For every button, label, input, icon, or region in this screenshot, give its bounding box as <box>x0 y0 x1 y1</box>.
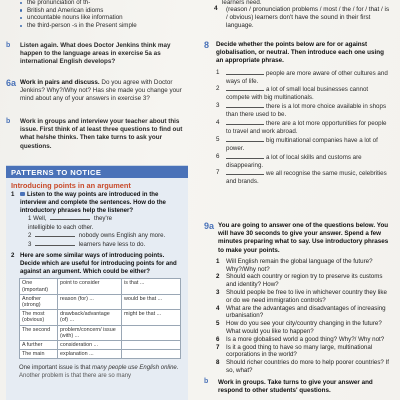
answer-blank[interactable] <box>226 85 264 91</box>
list-item: 4 there are a lot more opportunities for people to travel and work abroad. <box>216 119 387 135</box>
exercise-label: 6a <box>6 78 17 88</box>
list-item: uncountable nouns like information <box>20 14 137 22</box>
list-item: 5 big multinational companies have a lot of power. <box>216 135 378 152</box>
right-column <box>200 0 396 400</box>
list-item: British and American idioms <box>20 7 137 15</box>
list-item: 5 How do you see your city/country changing in the future? What would you like to happen? <box>216 320 382 335</box>
table-row: One (important) point to consider is that ... <box>20 279 181 294</box>
list-item: 7 Is it a good thing to have so many large, multinational corporations in the world? <box>216 343 373 359</box>
fill-line-1: 1 Well, they're <box>28 215 113 223</box>
previous-exercise-tail: learners need. <box>222 0 262 6</box>
exercise-8 <box>204 41 390 186</box>
exercise-text: (reason / pronunciation problems / most / the / for / that / is / obvious) learners don't have the sound in their first language. <box>226 6 390 30</box>
list-item: 7 we all recognise the same music, celebrities and brands. <box>216 169 387 186</box>
language-areas-list <box>20 0 137 29</box>
exercise-text: Work in pairs and discuss. Do you agree with Doctor Jenkins? Why?/Why not? Has she made you change your mind about any of your answers in exercise 3? <box>20 79 182 103</box>
answer-blank[interactable] <box>226 69 264 75</box>
exercise-label: 9a <box>204 221 215 231</box>
left-column <box>0 0 196 400</box>
list-item: 2 Should each country or region try to preserve its customs and identity? How? <box>216 273 383 289</box>
list-item: 6 a lot of local skills and customs are disappearing. <box>216 152 362 169</box>
discussion-questions <box>204 258 390 375</box>
answer-blank[interactable] <box>226 102 264 108</box>
answer-blank[interactable] <box>50 214 90 220</box>
exercise-6b <box>6 118 184 151</box>
exercise-9b <box>204 379 390 395</box>
list-item: 1 people are more aware of other cultures and ways of life. <box>216 68 388 85</box>
patterns-to-notice-box <box>6 165 188 400</box>
table-row: A further consideration ... <box>20 341 181 350</box>
exercise-text: Listen again. What does Doctor Jenkins think may happen to the language areas in exercise 5a as international English develops? <box>20 42 171 66</box>
audio-icon[interactable] <box>20 192 25 196</box>
patterns-header: PATTERNS TO NOTICE <box>6 166 188 178</box>
exercise-text: Decide whether the points below are for or against globalisation, or neutral. Then introduce each one using an appropriate phrase. <box>216 41 384 65</box>
table-row: The most (obvious) drawback/advantage (of) ... might be that ... <box>20 310 181 325</box>
answer-blank[interactable] <box>226 153 264 159</box>
exercise-5b <box>6 42 184 67</box>
exercise-6a <box>6 79 184 104</box>
list-item: 6 Is a more globalised world a good thing? Why?/ Why not? <box>216 335 385 343</box>
globalisation-points <box>204 69 390 187</box>
answer-blank[interactable] <box>226 136 264 142</box>
table-row: The main explanation ... <box>20 350 181 359</box>
exercise-text: Work in groups. Take turns to give your answer and respond to other students' questions. <box>218 379 373 395</box>
list-item: 1 Will English remain the global language of the future? Why?/Why not? <box>216 257 373 273</box>
list-item: the pronunciation of th- <box>20 0 137 7</box>
list-item: the third-person -s in the Present simple <box>20 22 137 30</box>
patterns-item-text: Listen to the way points are introduced in the interview and complete the sentences. How do the introductory phrases help the listener? <box>20 191 166 214</box>
list-item: 3 Should people be free to live in whichever country they like or do we need immigration controls? <box>216 289 387 304</box>
fill-line-3: 3 learners have less to do. <box>28 240 146 248</box>
table-row: Another (strong) reason (for) ... would be that ... <box>20 294 181 309</box>
exercise-label: b <box>6 42 11 49</box>
exercise-label: b <box>204 378 209 385</box>
patterns-item-2: 2 Here are some similar ways of introducing points. Decide which are useful for introducing points for and against an argument. Which could be either? <box>11 252 177 275</box>
patterns-subtitle: Introducing points in an argument <box>11 181 131 190</box>
exercise-4-item: 4 (reason / pronunciation problems / most / the / for / that / is / obvious) learners don't have the sound in their first language. <box>214 5 390 30</box>
phrases-table <box>19 278 181 359</box>
fill-line-2: 2 nobody owns English any more. <box>28 231 166 239</box>
fill-line-1-cont: intelligible to each other. <box>28 223 94 231</box>
exercise-9a <box>204 222 390 375</box>
answer-blank[interactable] <box>226 169 264 175</box>
table-row: The second problem/concern/ issue (with) ... <box>20 325 181 340</box>
answer-blank[interactable] <box>226 119 264 125</box>
exercise-text: You are going to answer one of the questions below. You will have 30 seconds to give your answer. Spend a few minutes preparing what to say. Use introductory phrases to make your points. <box>218 222 389 254</box>
answer-blank[interactable] <box>35 231 75 237</box>
exercise-label: 8 <box>204 40 210 50</box>
exercise-text: Work in groups and interview your teacher about this issue. First think of at least three questions to find out what he/she thinks. Then take turns to ask your questions. <box>20 118 183 150</box>
answer-blank[interactable] <box>35 240 75 246</box>
list-item: 3 there is a lot more choice available in shops than there used to be. <box>216 102 387 119</box>
example-note: One important issue is that many people use English online. Another problem is that there are so many <box>19 365 179 379</box>
list-item: 2 a lot of small local businesses cannot compete with big multinationals. <box>216 85 369 102</box>
patterns-item-1: 1 Listen to the way points are introduced in the interview and complete the sentences. How do the introductory phrases help the listener? <box>11 191 166 214</box>
exercise-label: b <box>6 118 11 125</box>
list-item: 4 What are the advantages and disadvantages of increasing urbanisation? <box>216 304 386 320</box>
list-item: 8 Should richer countries do more to help poorer countries? If so, what? <box>216 359 390 374</box>
patterns-item-text: Here are some similar ways of introducing points. Decide which are useful for introducing points for and against an argument. Which could be either? <box>20 252 177 275</box>
